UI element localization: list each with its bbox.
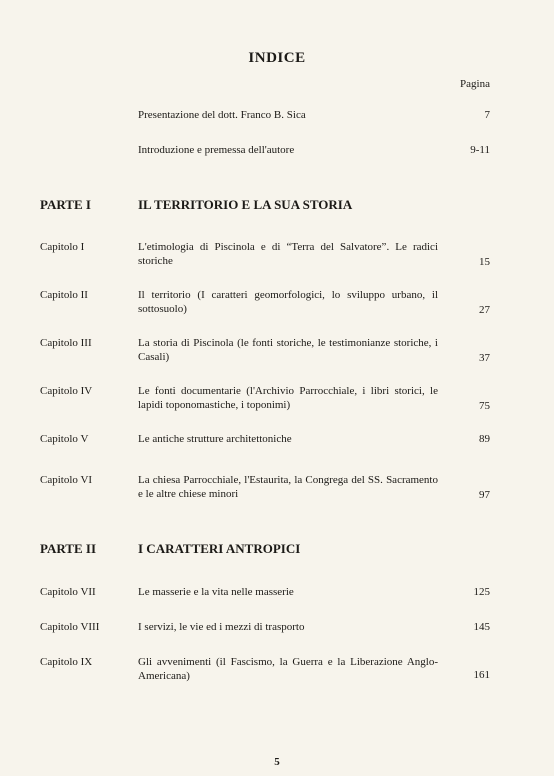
toc-title: Le antiche strutture architettoniche <box>138 433 292 445</box>
toc-label: Capitolo VI <box>40 474 93 486</box>
toc-title: Gli avvenimenti (il Fascismo, la Guerra e la Liberazione Anglo-Americana) <box>138 656 438 682</box>
toc-page: 75 <box>479 400 490 412</box>
page-title: INDICE <box>248 50 306 66</box>
toc-page: 97 <box>479 489 490 501</box>
toc-page: 7 <box>484 109 490 121</box>
toc-label: Capitolo IV <box>40 385 93 397</box>
toc-part-title: I CARATTERI ANTROPICI <box>138 541 301 556</box>
page-number: 5 <box>274 756 280 768</box>
toc-label: Capitolo III <box>40 337 92 349</box>
toc-label: Capitolo VII <box>40 586 96 598</box>
toc-label: Capitolo V <box>40 433 89 445</box>
toc-page: 15 <box>479 256 490 268</box>
toc-page: 161 <box>473 669 490 681</box>
toc-page: 89 <box>479 433 490 445</box>
toc-label: Capitolo IX <box>40 656 93 668</box>
toc-title: La storia di Piscinola (le fonti storiche, le testimonianze storiche, i Casali) <box>138 337 438 363</box>
toc-part-label: PARTE II <box>40 541 97 556</box>
toc-label: Capitolo II <box>40 289 88 301</box>
toc-title: Le fonti documentarie (l'Archivio Parrocchiale, i libri storici, le lapidi toponomastiche, i toponimi) <box>138 385 438 411</box>
toc-title: La chiesa Parrocchiale, l'Estaurita, la Congrega del SS. Sacramento e le altre chiese minori <box>138 474 438 500</box>
toc-title: L'etimologia di Piscinola e di “Terra del Salvatore”. Le radici storiche <box>138 241 438 267</box>
toc-label: Capitolo VIII <box>40 621 100 633</box>
toc-part-title: IL TERRITORIO E LA SUA STORIA <box>138 197 353 212</box>
toc-page: 27 <box>479 304 490 316</box>
toc-page: 145 <box>473 621 490 633</box>
toc-page: 9-11 <box>470 144 490 156</box>
toc-title: I servizi, le vie ed i mezzi di trasporto <box>138 621 305 633</box>
toc-page: 37 <box>479 352 490 364</box>
toc-title: Il territorio (I caratteri geomorfologici, lo sviluppo urbano, il sottosuolo) <box>138 289 438 315</box>
toc-label: Capitolo I <box>40 241 85 253</box>
page-column-header: Pagina <box>460 78 490 90</box>
toc-title: Presentazione del dott. Franco B. Sica <box>138 109 306 121</box>
toc-part-label: PARTE I <box>40 197 91 212</box>
toc-title: Introduzione e premessa dell'autore <box>138 144 295 156</box>
toc-title: Le masserie e la vita nelle masserie <box>138 586 294 598</box>
toc-page: 125 <box>473 586 490 598</box>
